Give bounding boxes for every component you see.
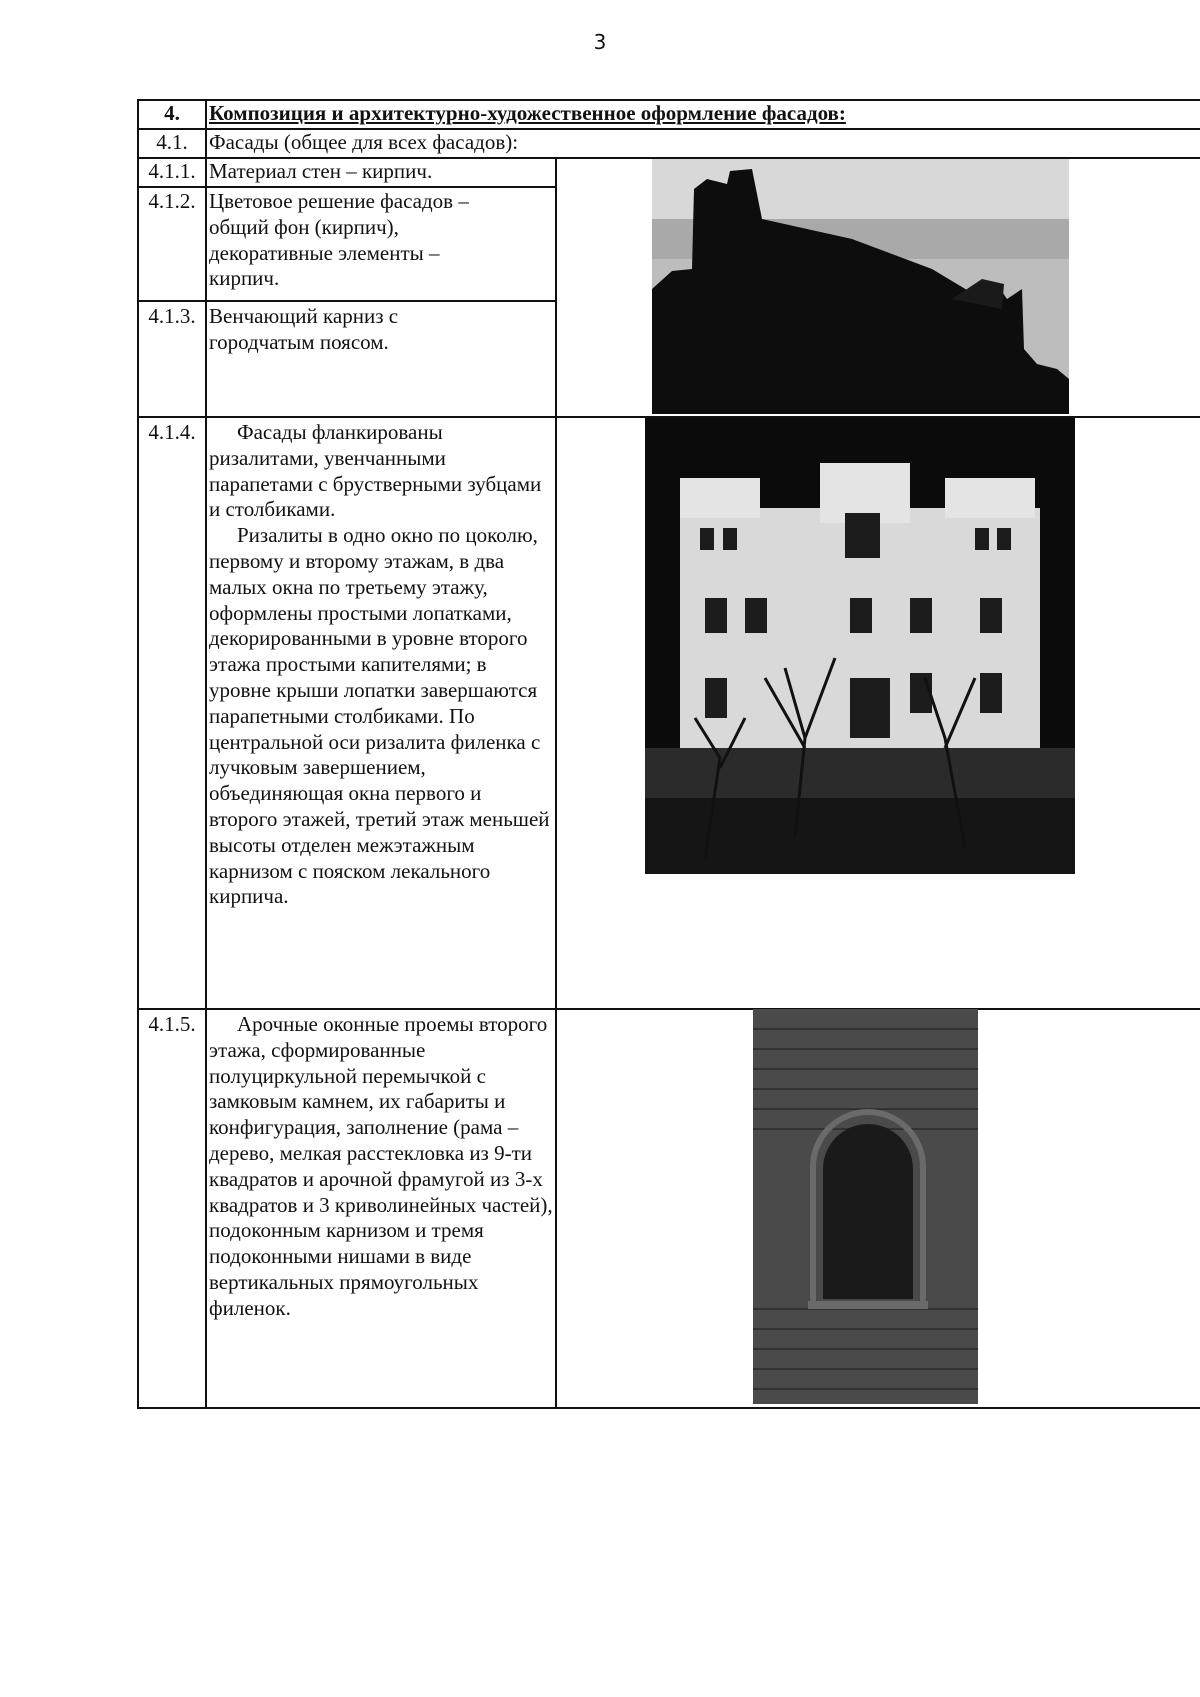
row-text: Венчающий карниз с городчатым поясом. (209, 304, 399, 354)
row-number: 4.1.1. (148, 159, 196, 183)
subsection-number: 4.1. (156, 130, 188, 154)
row-number: 4.1.4. (148, 420, 196, 444)
row-text: Цветовое решение фасадов – общий фон (кирпич), декоративные элементы – кирпич. (209, 189, 469, 291)
paragraph: Фасады фланкированы ризалитами, увенчанными парапетами с брустверными зубцами и столбиками. (209, 420, 542, 522)
subsection-title: Фасады (общее для всех фасадов): (209, 130, 519, 154)
paragraph: Арочные оконные проемы второго этажа, сформированные полуциркульной перемычкой с замковым камнем, их габариты и конфигурация, заполнение (рама – дерево, мелкая расстекловка из 9-ти квадратов и арочной фрамугой из 3-х квадратов и 3 криволинейных частей), подоконным карнизом и тремя подоконными нишами в виде вертикальных прямоугольных филенок. (209, 1012, 553, 1320)
page-number: 3 (593, 30, 607, 54)
row-number: 4.1.3. (148, 304, 196, 328)
row-number: 4.1.5. (148, 1012, 196, 1036)
row-number: 4.1.2. (148, 189, 196, 213)
paragraph: Ризалиты в одно окно по цоколю, первому и второму этажам, в два малых окна по третьему этажу, оформлены простыми лопатками, декорированными в уровне второго этажа простыми капителями; в уровне крыши лопатки завершаются парапетными столбиками. По центральной оси ризалита филенка с лучковым завершением, объединяющая окна первого и второго этажей, третий этаж меньшей высоты отделен межэтажным карнизом с пояском лекального кирпича. (209, 523, 550, 909)
roof-silhouette-photo (652, 159, 1069, 414)
row-text: Материал стен – кирпич. (209, 159, 433, 183)
row-text (209, 1012, 553, 1322)
section-title: Композиция и архитектурно-художественное оформление фасадов: (209, 101, 846, 125)
building-facade-photo (645, 418, 1075, 874)
arched-window-photo (753, 1009, 978, 1404)
section-number: 4. (164, 101, 180, 125)
row-text (209, 420, 553, 910)
